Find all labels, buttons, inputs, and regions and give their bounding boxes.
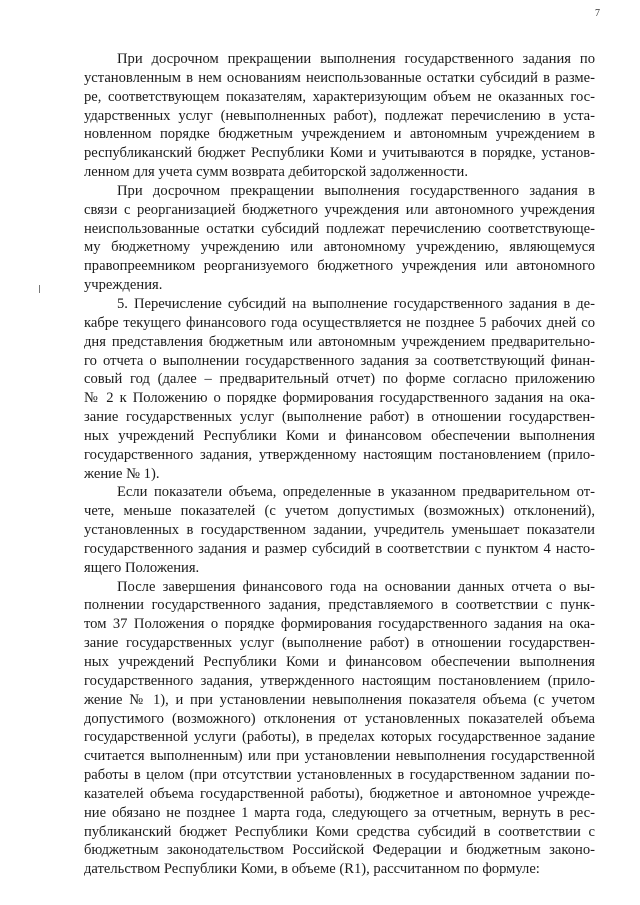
text-line: считается выполненным) или при установлении невыполнения государственной [84, 748, 595, 765]
paragraph [84, 578, 595, 880]
text-line: связи с реорганизацией бюджетного учреждения или автономного учреждения [84, 201, 595, 218]
text-line: учреждения. [84, 277, 163, 294]
text-line: ударственных услуг (невыполненных работ), подлежат перечислению в уста- [84, 107, 595, 124]
text-line: ре, соответствующем показателям, характеризующим объем не оказанных гос- [84, 88, 595, 105]
text-line: установленных в государственном задании, учредитель уменьшает показатели [84, 522, 595, 539]
text-line: жение № 1), и при установлении невыполнения показателя объема (с учетом [84, 691, 595, 708]
text-line: При досрочном прекращении выполнения государственного задания по [117, 51, 595, 67]
text-line: казателей объема государственной работы), бюджетное и автономное учрежде- [84, 785, 595, 802]
document-body [84, 50, 595, 879]
text-line: После завершения финансового года на основании данных отчета о вы- [117, 578, 595, 595]
text-line: полнении государственного задания, представляемого в соответствии с пунк- [84, 597, 595, 614]
text-line: государственной услуги (работы), в пределах которых государственное задание [84, 729, 595, 746]
text-line: государственного задания и размер субсидий в соответствии с пунктом 4 насто- [84, 540, 595, 557]
text-line: допустимого (возможного) отклонения от установленных показателей объема [84, 710, 595, 727]
text-line: ленном для учета сумм возврата дебиторской задолженности. [84, 164, 468, 181]
text-line: зание государственных услуг (выполнение работ) в отношении государствен- [84, 635, 595, 652]
text-line: чете, меньше показателей (с учетом допустимых (возможных) отклонений), [84, 503, 595, 520]
text-line: государственного задания, утвержденному настоящим постановлением (прило- [84, 446, 595, 463]
text-line: При досрочном прекращении выполнения государственного задания в [117, 182, 595, 199]
text-line: 5. Перечисление субсидий на выполнение государственного задания в де- [117, 295, 595, 312]
text-line: ящего Положения. [84, 559, 200, 576]
text-line: республиканский бюджет Республики Коми и учитываются в порядке, установ- [84, 145, 595, 162]
text-line: жение № 1). [84, 465, 160, 482]
margin-mark [39, 285, 40, 293]
text-line: новленном порядке бюджетным учреждением и автономным учреждением в [84, 126, 595, 143]
paragraph [84, 182, 595, 295]
text-line: государственного задания, утвержденного настоящим постановлением (прило- [84, 672, 595, 689]
text-line: Если показатели объема, определенные в указанном предварительном от- [117, 484, 595, 501]
paragraph [84, 50, 595, 182]
text-line: № 2 к Положению о порядке формирования государственного задания на ока- [84, 390, 595, 407]
text-line: установленным в нем основаниям неиспользованные остатки субсидий в разме- [84, 69, 595, 86]
text-line: неиспользованные остатки субсидий подлежат перечислению соответствующе- [84, 220, 595, 237]
text-line: ние обязано не позднее 1 марта года, следующего за отчетным, вернуть в рес- [84, 804, 595, 821]
text-line: му бюджетному учреждению или автономному учреждению, являющемуся [84, 239, 595, 256]
text-line: зание государственных услуг (выполнение работ) в отношении государствен- [84, 409, 595, 426]
text-line: дня представления бюджетным или автономным учреждением предварительно- [84, 333, 595, 350]
text-line: ных учреждений Республики Коми и финансовом обеспечении выполнения [84, 654, 595, 670]
text-line: дательством Республики Коми, в объеме (R1), рассчитанном по формуле: [84, 861, 540, 878]
paragraph [84, 483, 595, 577]
text-line: работы в целом (при отсутствии установленных в государственном задании по- [84, 767, 595, 784]
text-line: том 37 Положения о порядке формирования государственного задания на ока- [84, 616, 595, 633]
text-line: кабре текущего финансового года осуществляется не позднее 5 рабочих дней со [84, 314, 595, 331]
text-line: го отчета о выполнении государственного задания за соответствующий финан- [84, 352, 595, 369]
paragraph [84, 295, 595, 483]
text-line: публиканский бюджет Республики Коми средства субсидий в соответствии с [84, 823, 595, 840]
text-line: ных учреждений Республики Коми и финансовом обеспечении выполнения [84, 427, 595, 444]
text-line: бюджетным законодательством Российской Федерации и бюджетным законо- [84, 842, 595, 859]
page-number: 7 [595, 8, 600, 19]
text-line: совый год (далее – предварительный отчет) по форме согласно приложению [84, 371, 595, 388]
text-line: правопреемником реорганизуемого бюджетного учреждения или автономного [84, 258, 595, 275]
